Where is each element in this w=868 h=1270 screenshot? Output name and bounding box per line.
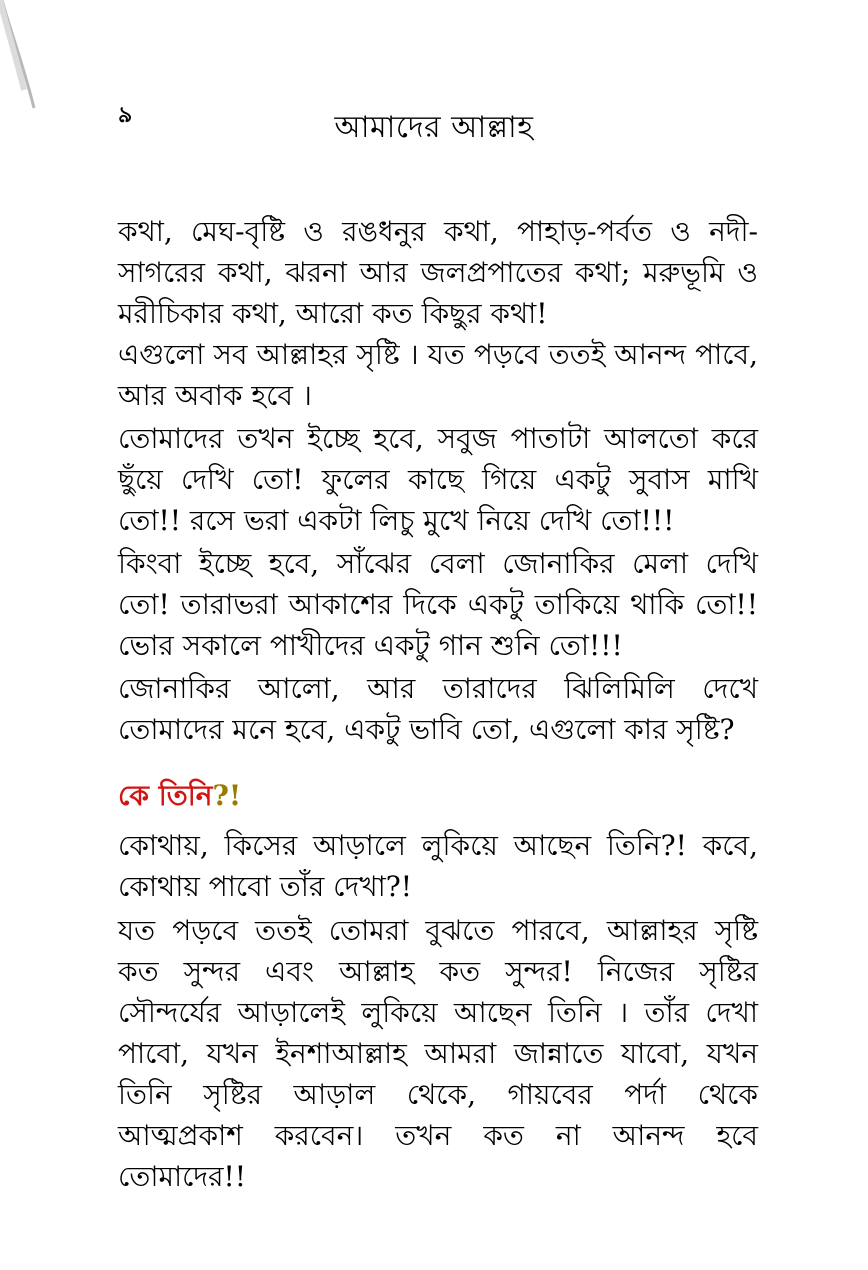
text-line: তিনি সৃষ্টির আড়াল থেকে, গায়বের পর্দা থেকে bbox=[118, 1078, 758, 1111]
scan-edge-mark bbox=[0, 0, 40, 110]
text-line: তোমাদের তখন ইচ্ছে হবে, সবুজ পাতাটা আলতো করে bbox=[118, 422, 758, 455]
text-line: কোথায় পাবো তাঁর দেখা?! bbox=[118, 870, 412, 903]
text-line: তোমাদের!! bbox=[118, 1160, 247, 1193]
text-line: আর অবাক হবে । bbox=[118, 379, 312, 412]
text-line: তোমাদের মনে হবে, একটু ভাবি তো, এগুলো কার সৃষ্টি? bbox=[118, 713, 735, 746]
paragraph-2 bbox=[118, 334, 758, 416]
text-line: কথা, মেঘ-বৃষ্টি ও রঙধনুর কথা, পাহাড়-পর্বত ও নদী- bbox=[118, 215, 758, 248]
paragraph-6 bbox=[118, 825, 758, 907]
text-line: তো!! রসে ভরা একটা লিচু মুখে নিয়ে দেখি তো!!! bbox=[118, 504, 675, 537]
paragraph-4 bbox=[118, 543, 758, 666]
text-line: সাগরের কথা, ঝরনা আর জলপ্রপাতের কথা; মরুভূমি ও bbox=[118, 256, 758, 289]
page-number: ৯ bbox=[118, 102, 133, 128]
text-line: মরীচিকার কথা, আরো কত কিছুর কথা! bbox=[118, 297, 548, 330]
subheading-punctuation: ?! bbox=[212, 779, 242, 812]
text-line: জোনাকির আলো, আর তারাদের ঝিলিমিলি দেখে bbox=[118, 672, 758, 705]
running-title: আমাদের আল্লাহ bbox=[334, 110, 534, 145]
subheading-text: কে তিনি bbox=[118, 779, 213, 812]
subheading-who-is-he bbox=[118, 775, 241, 816]
text-line: কিংবা ইচ্ছে হবে, সাঁঝের বেলা জোনাকির মেলা দেখি bbox=[118, 547, 758, 580]
paragraph-1 bbox=[118, 211, 758, 334]
text-line: কত সুন্দর এবং আল্লাহ কত সুন্দর! নিজের সৃষ্টির bbox=[118, 955, 758, 988]
text-line: ছুঁয়ে দেখি তো! ফুলের কাছে গিয়ে একটু সুবাস মাখি bbox=[118, 463, 758, 496]
text-line: পাবো, যখন ইনশাআল্লাহ আমরা জান্নাতে যাবো, যখন bbox=[118, 1037, 758, 1070]
text-line: যত পড়বে ততই তোমরা বুঝতে পারবে, আল্লাহর সৃষ্টি bbox=[118, 914, 758, 947]
text-line: আত্মপ্রকাশ করবেন। তখন কত না আনন্দ হবে bbox=[118, 1119, 758, 1152]
text-line: এগুলো সব আল্লাহর সৃষ্টি । যত পড়বে ততই আনন্দ পাবে, bbox=[118, 338, 758, 371]
paragraph-3 bbox=[118, 418, 758, 541]
text-line: কোথায়, কিসের আড়ালে লুকিয়ে আছেন তিনি?! কবে, bbox=[118, 829, 758, 862]
text-line: তো! তারাভরা আকাশের দিকে একটু তাকিয়ে থাকি তো!! bbox=[118, 588, 758, 621]
text-line: সৌন্দর্যের আড়ালেই লুকিয়ে আছেন তিনি । তাঁর দেখা bbox=[118, 996, 758, 1029]
text-line: ভোর সকালে পাখীদের একটু গান শুনি তো!!! bbox=[118, 629, 623, 662]
paragraph-5 bbox=[118, 668, 758, 750]
paragraph-7 bbox=[118, 910, 758, 1197]
